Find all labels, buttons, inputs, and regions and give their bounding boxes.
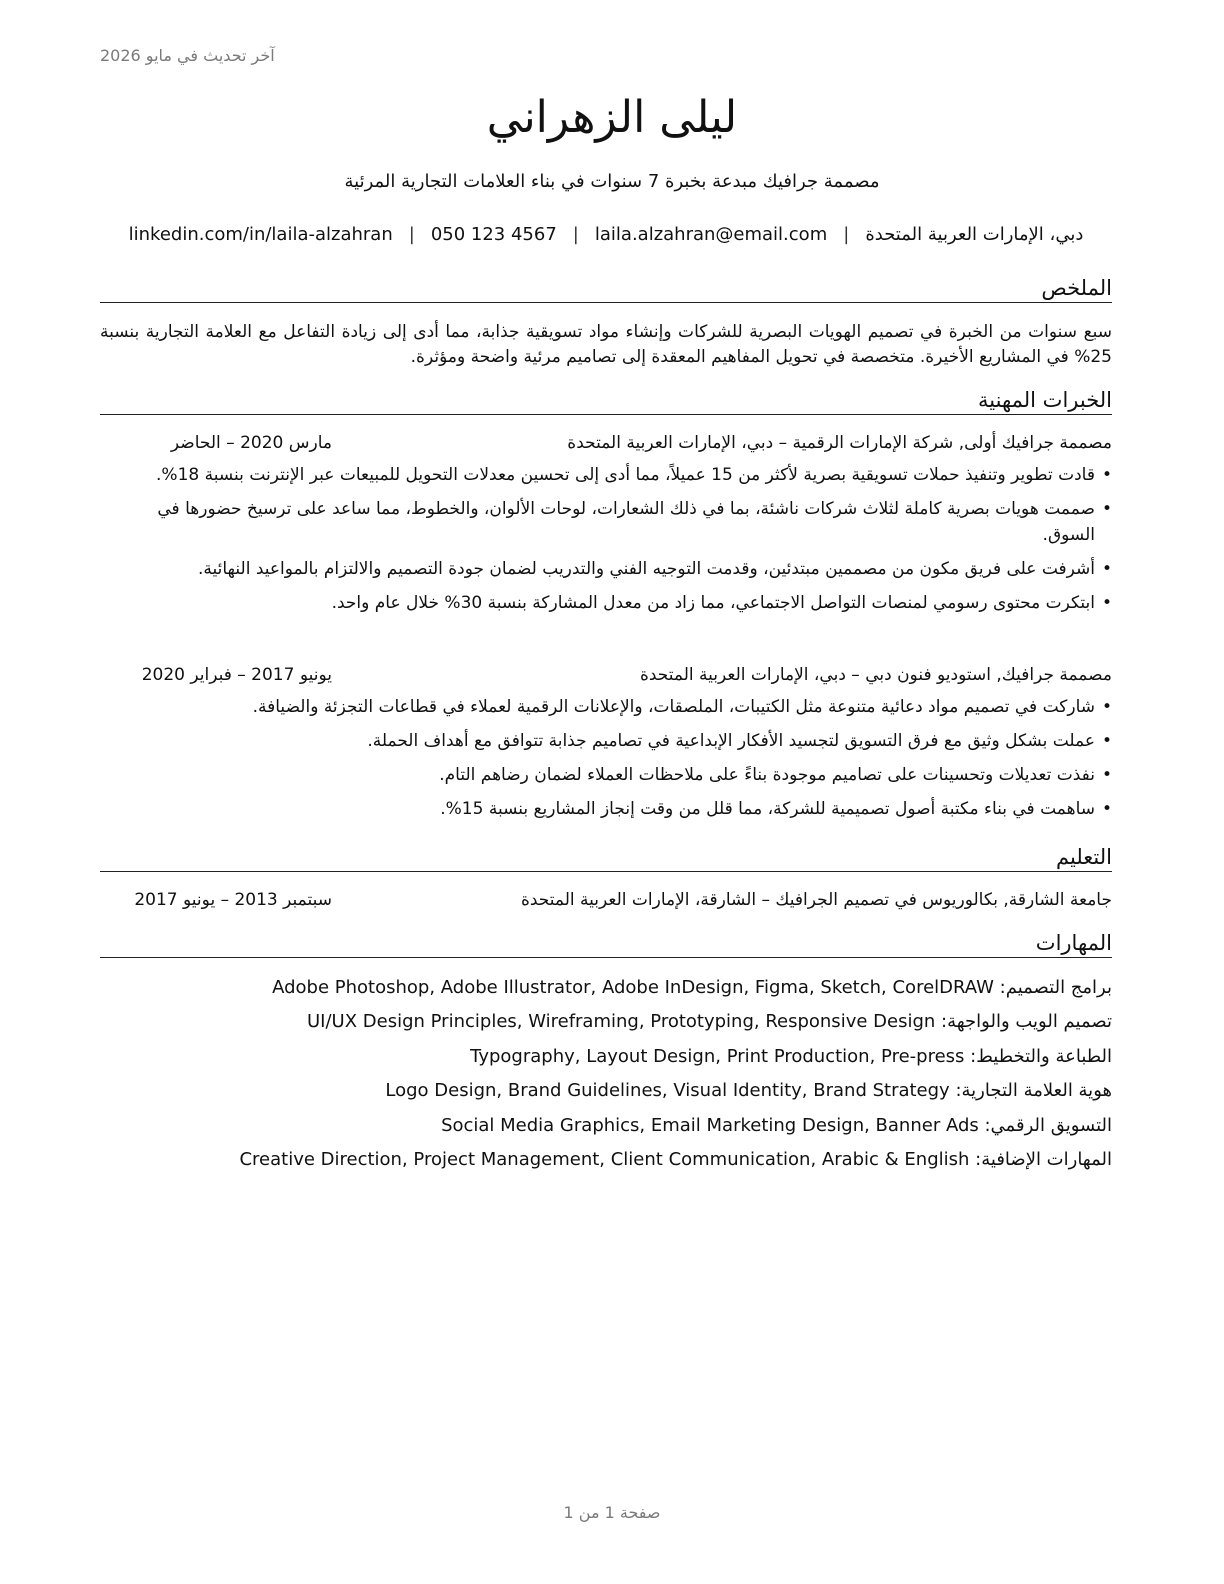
skill-value: Logo Design, Brand Guidelines, Visual Identity, Brand Strategy: [385, 1080, 950, 1102]
summary-heading: الملخص: [100, 276, 1112, 303]
education-entry: [100, 890, 1112, 916]
job-bullet: • عملت بشكل وثيق مع فرق التسويق لتجسيد الأفكار الإبداعية في تصاميم جذابة تتوافق مع أهداف الحملة.: [100, 728, 1112, 754]
contact-phone[interactable]: 050 123 4567: [430, 224, 557, 245]
skill-label: المهارات الإضافية:: [975, 1148, 1112, 1170]
job-bullet: • ابتكرت محتوى رسومي لمنصات التواصل الاجتماعي، مما زاد من معدل المشاركة بنسبة 30% خلال عام واحد.: [100, 590, 1112, 616]
education-title: جامعة الشارقة, بكالوريوس في تصميم الجرافيك – الشارقة، الإمارات العربية المتحدة: [520, 890, 1112, 910]
contact-separator: |: [408, 224, 415, 245]
job-bullet: • قادت تطوير وتنفيذ حملات تسويقية بصرية لأكثر من 15 عميلاً، مما أدى إلى تحسين معدلات التحويل للمبيعات عبر الإنترنت بنسبة 18%.: [100, 462, 1112, 488]
skill-row: [100, 1044, 1112, 1078]
job-bullet: • نفذت تعديلات وتحسينات على تصاميم موجودة بناءً على ملاحظات العملاء لضمان رضاهم التام.: [100, 762, 1112, 788]
skills-heading: المهارات: [100, 931, 1112, 958]
skill-value: Creative Direction, Project Management, Client Communication, Arabic & English: [239, 1148, 970, 1170]
job-bullets: [100, 462, 1112, 624]
job-bullets: [100, 694, 1112, 830]
skill-row: [100, 1147, 1112, 1181]
summary-text: سبع سنوات من الخبرة في تصميم الهويات البصرية للشركات وإنشاء مواد تسويقية جذابة، مما أدى إلى زيادة التفاعل مع العلامة التجارية بنسبة 25% في المشاريع الأخيرة. متخصصة في تحويل المفاهيم المعقدة إلى تصاميم مرئية واضحة ومؤثرة.: [100, 322, 1112, 367]
job-bullet: • صممت هويات بصرية كاملة لثلاث شركات ناشئة، بما في ذلك الشعارات، لوحات الألوان، والخطوط، مما ساعد على ترسيخ حضورها في السوق.: [100, 496, 1112, 548]
page-number: صفحة 1 من 1: [563, 1503, 661, 1522]
job-header: [100, 433, 1112, 459]
skills-list: [100, 975, 1112, 1181]
skill-row: [100, 975, 1112, 1009]
experience-heading: الخبرات المهنية: [100, 388, 1112, 415]
contact-separator: |: [572, 224, 579, 245]
skill-label: هوية العلامة التجارية:: [955, 1080, 1112, 1102]
skill-row: [100, 1113, 1112, 1147]
skill-value: UI/UX Design Principles, Wireframing, Prototyping, Responsive Design: [307, 1011, 936, 1033]
contact-linkedin[interactable]: linkedin.com/in/laila-alzahran: [128, 224, 393, 245]
job-title: مصممة جرافيك, استوديو فنون دبي – دبي، الإمارات العربية المتحدة: [639, 665, 1112, 685]
job-bullet: • ساهمت في بناء مكتبة أصول تصميمية للشركة، مما قلل من وقت إنجاز المشاريع بنسبة 15%.: [100, 796, 1112, 822]
skill-label: التسويق الرقمي:: [984, 1114, 1112, 1136]
contact-line: [100, 224, 1112, 245]
job-bullet: • أشرفت على فريق مكون من مصممين مبتدئين، وقدمت التوجيه الفني والتدريب لضمان جودة التصميم والالتزام بالمواعيد النهائية.: [100, 556, 1112, 582]
skill-value: Adobe Photoshop, Adobe Illustrator, Adobe InDesign, Figma, Sketch, CorelDRAW: [272, 977, 994, 998]
contact-separator: |: [843, 224, 850, 245]
candidate-name: ليلى الزهراني: [486, 92, 738, 143]
contact-location: دبي، الإمارات العربية المتحدة: [865, 224, 1084, 245]
skill-row: [100, 1009, 1112, 1043]
job-header: [100, 665, 1112, 691]
last-updated-note: آخر تحديث في مايو 2026: [100, 46, 275, 65]
skill-row: [100, 1078, 1112, 1112]
skill-label: تصميم الويب والواجهة:: [941, 1011, 1112, 1033]
skill-label: برامج التصميم:: [999, 977, 1112, 998]
job-bullet: • شاركت في تصميم مواد دعائية متنوعة مثل الكتيبات، الملصقات، والإعلانات الرقمية لعملاء في قطاعات التجزئة والضيافة.: [100, 694, 1112, 720]
skill-label: الطباعة والتخطيط:: [970, 1045, 1112, 1067]
skill-value: Typography, Layout Design, Print Production, Pre-press: [470, 1045, 965, 1067]
skill-value: Social Media Graphics, Email Marketing Design, Banner Ads: [441, 1114, 979, 1136]
contact-email[interactable]: laila.alzahran@email.com: [594, 224, 828, 245]
candidate-tagline: مصممة جرافيك مبدعة بخبرة 7 سنوات في بناء العلامات التجارية المرئية: [344, 171, 880, 192]
job-dates: مارس 2020 – الحاضر: [170, 433, 332, 453]
job-dates: يونيو 2017 – فبراير 2020: [141, 665, 332, 685]
job-title: مصممة جرافيك أولى, شركة الإمارات الرقمية – دبي، الإمارات العربية المتحدة: [567, 433, 1112, 453]
education-heading: التعليم: [100, 845, 1112, 872]
education-dates: سبتمبر 2013 – يونيو 2017: [134, 890, 332, 910]
